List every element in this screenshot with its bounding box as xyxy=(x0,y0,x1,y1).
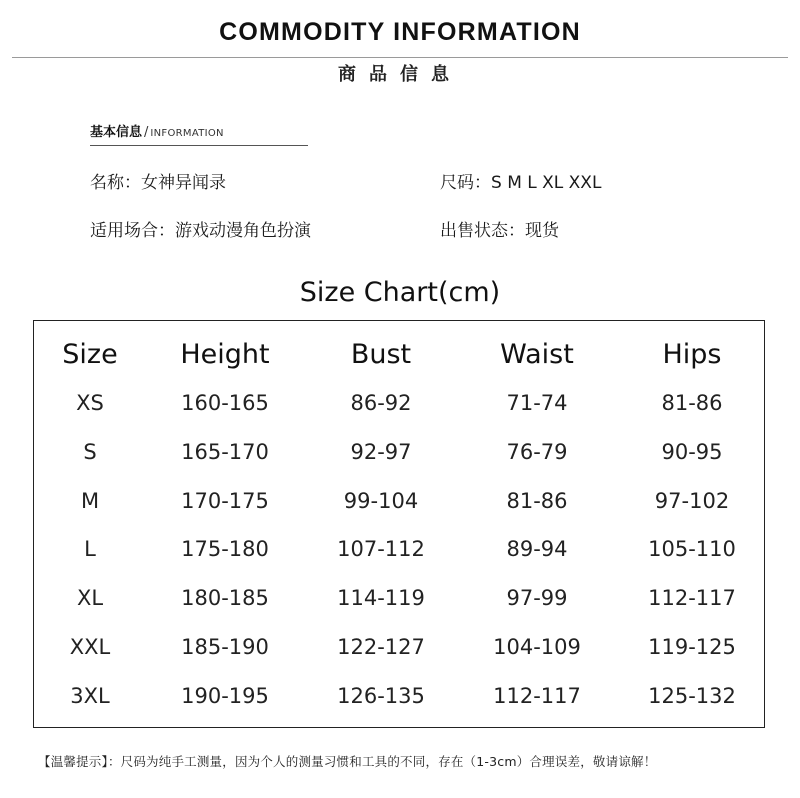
table-cell-waist: 89-94 xyxy=(506,537,568,561)
table-cell-size: XS xyxy=(76,391,104,415)
size-chart-table xyxy=(33,320,765,728)
basic-info-heading-separator: / xyxy=(144,125,149,140)
table-cell-waist: 97-99 xyxy=(506,586,568,610)
table-header-size: Size xyxy=(62,339,118,370)
table-cell-bust: 122-127 xyxy=(337,635,425,659)
info-status xyxy=(440,216,559,241)
table-cell-waist: 71-74 xyxy=(506,391,568,415)
table-cell-bust: 99-104 xyxy=(343,489,419,513)
page-title-cn: 商品信息 xyxy=(338,64,462,85)
table-cell-waist: 76-79 xyxy=(506,440,568,464)
info-status-label: 出售状态： xyxy=(440,221,525,241)
table-cell-bust: 92-97 xyxy=(350,440,412,464)
table-cell-size: M xyxy=(80,489,100,513)
table-cell-size: L xyxy=(84,537,96,561)
basic-info-heading-en: INFORMATION xyxy=(150,128,224,139)
table-cell-bust: 86-92 xyxy=(350,391,412,415)
table-header-hips: Hips xyxy=(662,339,722,370)
size-chart-title: Size Chart(cm) xyxy=(299,277,501,308)
table-cell-waist: 112-117 xyxy=(493,684,581,708)
table-cell-hips: 125-132 xyxy=(648,684,736,708)
table-cell-height: 180-185 xyxy=(181,586,269,610)
table-cell-height: 170-175 xyxy=(181,489,269,513)
table-cell-hips: 112-117 xyxy=(648,586,736,610)
table-cell-size: XXL xyxy=(69,635,111,659)
info-size-value: S M L XL XXL xyxy=(491,173,602,193)
table-cell-waist: 104-109 xyxy=(493,635,581,659)
table-cell-hips: 119-125 xyxy=(648,635,736,659)
info-name-label: 名称： xyxy=(90,173,141,193)
basic-info-heading-cn: 基本信息 xyxy=(90,125,143,140)
table-header-bust: Bust xyxy=(350,339,412,370)
info-size xyxy=(440,168,601,193)
table-cell-waist: 81-86 xyxy=(506,489,568,513)
table-cell-bust: 126-135 xyxy=(337,684,425,708)
info-occasion-label: 适用场合： xyxy=(90,221,175,241)
table-cell-bust: 114-119 xyxy=(337,586,425,610)
table-cell-size: S xyxy=(83,440,97,464)
table-cell-height: 165-170 xyxy=(181,440,269,464)
info-name-value: 女神异闻录 xyxy=(141,173,226,193)
title-divider xyxy=(12,57,788,58)
info-occasion-value: 游戏动漫角色扮演 xyxy=(175,221,311,241)
info-status-value: 现货 xyxy=(525,221,559,241)
table-cell-height: 185-190 xyxy=(181,635,269,659)
table-cell-bust: 107-112 xyxy=(337,537,425,561)
table-cell-height: 160-165 xyxy=(181,391,269,415)
basic-info-divider xyxy=(90,145,308,146)
table-cell-size: 3XL xyxy=(70,684,110,708)
table-cell-hips: 97-102 xyxy=(654,489,730,513)
table-cell-height: 190-195 xyxy=(181,684,269,708)
measurement-note: 【温馨提示】：尺码为纯手工测量，因为个人的测量习惯和工具的不同，存在（1-3cm）合理误差，敬请谅解！ xyxy=(38,754,657,769)
table-cell-hips: 105-110 xyxy=(648,537,736,561)
info-size-label: 尺码： xyxy=(440,173,491,193)
info-name xyxy=(90,168,226,193)
basic-info-heading xyxy=(90,121,224,140)
table-cell-hips: 90-95 xyxy=(661,440,723,464)
table-cell-height: 175-180 xyxy=(181,537,269,561)
info-occasion xyxy=(90,216,311,241)
table-cell-size: XL xyxy=(76,586,104,610)
table-header-height: Height xyxy=(180,339,270,370)
table-header-waist: Waist xyxy=(500,339,574,370)
page-title-en: COMMODITY INFORMATION xyxy=(219,18,581,46)
table-cell-hips: 81-86 xyxy=(661,391,723,415)
